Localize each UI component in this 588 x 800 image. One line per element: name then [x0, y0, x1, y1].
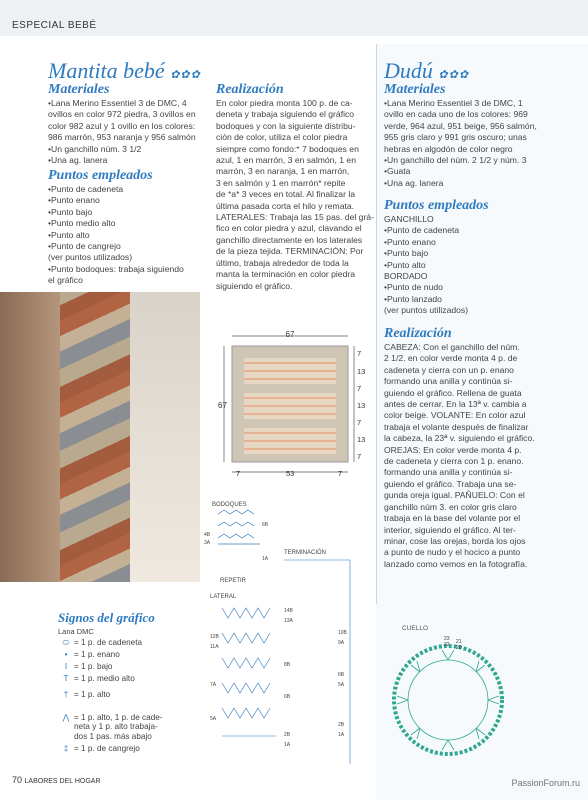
row-label: 3A [204, 540, 211, 546]
mantita-materiales-title: Materiales [48, 82, 110, 97]
dim-right: 13 [357, 367, 366, 376]
round-number: 23 [444, 636, 450, 642]
paragraph-line: marrón, 3 en naranja, 1 en marrón, [216, 166, 350, 177]
dudu-puntos-title: Puntos empleados [384, 198, 489, 213]
dim-right: 13 [357, 435, 366, 444]
paragraph-line: LATERALES: Trabaja las 15 pas. del grá- [216, 212, 374, 223]
bodoques-chart [218, 510, 260, 544]
paragraph-line: ción de color, utiliza el color piedra [216, 132, 348, 143]
legend-item [58, 674, 135, 683]
blanket-photo [0, 292, 200, 582]
list-item: hebras en algodón de color negro [384, 143, 513, 154]
legend-text: = 1 p. alto [74, 690, 111, 699]
paragraph-line: fico en color piedra y azul, clavando el [216, 223, 362, 234]
column-divider [376, 44, 377, 604]
dim-right: 13 [357, 401, 366, 410]
blanket-diagram [214, 328, 374, 482]
paragraph-line: siguiendo el gráfico. [216, 280, 293, 291]
flower-icon: ✿✿✿ [438, 69, 470, 81]
list-item: color 982 azul y 1 ovillo en los colores: [48, 120, 196, 131]
magazine-name: LABORES DEL HOGAR [24, 778, 101, 785]
crab-stitch-symbol: ‡ [63, 744, 69, 753]
mantita-realizacion [216, 98, 374, 292]
paragraph-line: minar, cose las orejas, borda los ojos [384, 535, 526, 546]
dim-left: 67 [218, 401, 227, 410]
list-item: GANCHILLO [384, 214, 434, 224]
dim-top: 67 [285, 330, 295, 339]
list-item: •Lana Merino Essentiel 3 de DMC, 1 [384, 98, 523, 108]
paragraph-line: formando una anilla y continúa si- [384, 467, 513, 478]
chart-label-cuello: CUELLO [402, 625, 429, 632]
round-number: 20 [456, 645, 462, 651]
flower-icon: ✿✿✿ [170, 69, 201, 81]
paragraph-line: siempre como fondo:* 7 bodoques en [216, 143, 359, 154]
list-item: •Punto de nudo [384, 282, 443, 293]
paragraph-line: de cadeneta y cierra con 1 p. enano. [384, 456, 524, 467]
row-label: 4B [204, 532, 211, 538]
list-item: •Una ag. lanera [384, 177, 444, 188]
paragraph-line: ganchillo núm 3. en color gris claro [384, 501, 517, 512]
list-item: BORDADO [384, 271, 428, 282]
legend-text: dos 1 pas. más abajo [74, 732, 152, 741]
paragraph-line: último, trabaja alrededor de toda la [216, 257, 349, 268]
dim-bottom: 53 [286, 469, 295, 478]
paragraph-line: cadeneta y cierra con un p. enano [384, 364, 514, 375]
dim-bottom: 7 [236, 469, 241, 478]
paragraph-line: CABEZA: Con el ganchillo del núm. [384, 342, 520, 352]
list-item: •Lana Merino Essentiel 3 de DMC, 4 [48, 98, 187, 108]
mantita-title [48, 58, 201, 84]
dudu-materiales [384, 98, 537, 189]
outer-ring [394, 646, 502, 754]
dudu-materiales-title: Materiales [384, 82, 446, 97]
paragraph-line: guiendo el gráfico. Trabaja una se- [384, 478, 517, 489]
crochet-charts [200, 498, 376, 770]
legend-text: = 1 p. alto, 1 p. de cade- [74, 713, 163, 722]
section-label: ESPECIAL BEBÉ [12, 20, 97, 31]
dudu-title-text: Dudú [384, 58, 433, 83]
legend-item [58, 690, 110, 699]
paragraph-line: formando una anilla y continúa si- [384, 376, 513, 387]
chart-label-terminacion: TERMINACIÓN [284, 550, 326, 556]
mantita-puntos [48, 184, 184, 287]
paragraph-line: ganchillo directamente en los laterales [216, 234, 363, 245]
list-item: ovillos en color 972 piedra, 3 ovillos en [48, 109, 196, 120]
page-number: 70 [12, 775, 23, 785]
paragraph-line: guiendo el gráfico. Rellena de guata [384, 387, 522, 398]
row-label: 6B [338, 672, 345, 678]
legend-item [58, 744, 140, 753]
signos-title: Signos del gráfico [58, 610, 155, 625]
legend-item [58, 732, 152, 741]
row-label: 13A [284, 618, 293, 624]
legend-item [58, 712, 163, 722]
row-label: 1A [284, 742, 291, 748]
row-label: 11A [210, 644, 219, 650]
paragraph-line: la cabeza, la 23ª v. siguiendo el gráfico. [384, 433, 535, 444]
paragraph-line: manta la terminación en color piedra [216, 269, 356, 280]
round-number: 22 [444, 642, 450, 648]
mantita-realizacion-title: Realización [216, 82, 284, 97]
slip-stitch-symbol: • [64, 650, 68, 659]
list-item: ovillo en cada uno de los colores: 969 [384, 109, 528, 120]
row-label: 10B [338, 630, 347, 636]
chart-label-lateral: LATERAL [210, 594, 237, 600]
signos-subtitle: Lana DMC [58, 627, 94, 636]
paragraph-line: de *a* 3 veces en total. Al finalizar la [216, 189, 356, 200]
list-item: •Punto de cadeneta [384, 225, 460, 236]
dudu-title [384, 58, 469, 84]
cuello-chart [390, 630, 510, 762]
row-label: 2B [284, 732, 291, 738]
chain-symbol: ⬭ [62, 638, 70, 647]
paragraph-line: a punto de nudo y el hocico a punto [384, 547, 521, 558]
round-number: 21 [456, 639, 462, 645]
watermark: PassionForum.ru [511, 778, 580, 788]
row-label: 6B [284, 694, 291, 700]
chart-label-bodoques: BODOQUES [212, 502, 247, 508]
paragraph-line: deneta y trabaja siguiendo el gráfico [216, 109, 355, 120]
paragraph-line: bodoques y con la siguiente distribu- [216, 120, 356, 131]
half-double-symbol: T [63, 674, 69, 683]
row-label: 12B [210, 634, 219, 640]
dudu-realizacion [384, 342, 535, 570]
dim-right: 7 [357, 452, 362, 461]
list-item: 986 marrón, 953 naranja y 956 salmón [48, 132, 196, 143]
list-item: •Guata [384, 166, 411, 177]
chair-wood [0, 292, 60, 582]
row-label: 2B [338, 722, 345, 728]
paragraph-line: OREJAS: En color verde monta 4 p. [384, 444, 522, 455]
list-item: verde, 964 azul, 951 beige, 956 salmón, [384, 120, 537, 131]
paragraph-line: última pasada corta el hilo y remata. [216, 200, 355, 211]
photo-background [130, 292, 200, 582]
legend-text: = 1 p. bajo [74, 662, 113, 671]
paragraph-line: interior, siguiendo el gráfico. Al ter- [384, 524, 516, 535]
dim-bottom: 7 [338, 469, 343, 478]
dudu-realizacion-title: Realización [384, 326, 452, 341]
list-item: •Punto bajo [384, 248, 429, 259]
dudu-puntos [384, 214, 468, 317]
list-item: (ver puntos utilizados) [48, 252, 133, 263]
legend-text: neta y 1 p. alto trabaja- [74, 722, 158, 731]
row-label: 5A [338, 682, 345, 688]
list-item: •Punto de cadeneta [48, 184, 124, 194]
row-label: 5A [210, 716, 217, 722]
legend-item [58, 722, 158, 731]
paragraph-line: 3 en salmón y 1 en marrón* repite [216, 177, 346, 188]
list-item: •Punto de cangrejo [48, 241, 121, 252]
mantita-materiales [48, 98, 196, 166]
list-item: •Punto alto [48, 229, 90, 240]
paragraph-line: 2 1/2. en color verde monta 4 p. de [384, 353, 518, 364]
mantita-title-text: Mantita bebé [48, 58, 165, 83]
row-label: 8B [284, 662, 291, 668]
dim-right: 7 [357, 384, 362, 393]
row-label: 6B [262, 522, 269, 528]
paragraph-line: trabaja en la base del volante por el [384, 513, 521, 524]
paragraph-line: lanzado como vemos en la fotografía. [384, 558, 528, 569]
list-item: •Un ganchillo núm. 3 1/2 [48, 143, 142, 154]
double-crochet-symbol: † [63, 690, 69, 699]
list-item: •Punto lanzado [384, 293, 442, 304]
paragraph-line: En color piedra monta 100 p. de ca- [216, 98, 353, 108]
single-crochet-symbol: I [64, 662, 68, 671]
list-item: •Punto enano [384, 236, 436, 247]
row-label: 1A [338, 732, 345, 738]
list-item: •Punto bajo [48, 206, 93, 217]
dim-right: 7 [357, 349, 362, 358]
list-item: •Punto medio alto [48, 218, 116, 229]
list-item: •Una ag. lanera [48, 155, 108, 166]
paragraph-line: antes de cerrar. En la 13ª v. cambia a [384, 399, 527, 410]
mantita-puntos-title: Puntos empleados [48, 168, 153, 183]
legend-text: = 1 p. de cadeneta [74, 638, 143, 647]
radial-fans [397, 650, 499, 750]
row-label: 1A [262, 556, 269, 562]
list-item: 955 gris claro y 991 gris oscuro; unas [384, 132, 527, 143]
legend-text: = 1 p. enano [74, 650, 120, 659]
legend-item [58, 650, 120, 659]
list-item: el gráfico [48, 275, 83, 286]
v-stitch-symbol: ⋀ [62, 713, 70, 722]
page-header [0, 0, 588, 36]
paragraph-line: gunda oreja igual. PAÑUELO: Con el [384, 490, 525, 501]
paragraph-line: color beige. VOLANTE: En color azul [384, 410, 526, 421]
legend-item [58, 638, 142, 648]
row-label: 14B [284, 608, 293, 614]
row-label: 7A [210, 682, 217, 688]
lateral-chart [222, 608, 276, 736]
chart-label-repetir: REPETIR [220, 578, 247, 584]
paragraph-line: trabaja el volante después de finalizar [384, 421, 529, 432]
legend-text: = 1 p. de cangrejo [74, 744, 140, 753]
list-item: •Punto enano [48, 195, 100, 206]
dim-right: 7 [357, 418, 362, 427]
list-item: •Punto alto [384, 259, 426, 270]
paragraph-line: de la pieza tejida. TERMINACIÓN: Por [216, 246, 364, 257]
list-item: •Un ganchillo del núm. 2 1/2 y núm. 3 [384, 155, 527, 166]
paragraph-line: azul, 1 en marrón, 3 en salmón, 1 en [216, 155, 356, 166]
row-label: 9A [338, 640, 345, 646]
list-item: (ver puntos utilizados) [384, 305, 469, 316]
legend-text: = 1 p. medio alto [74, 674, 135, 683]
list-item: •Punto bodoques: trabaja siguiendo [48, 263, 184, 274]
page-footer [12, 775, 101, 785]
legend-item [58, 662, 112, 671]
